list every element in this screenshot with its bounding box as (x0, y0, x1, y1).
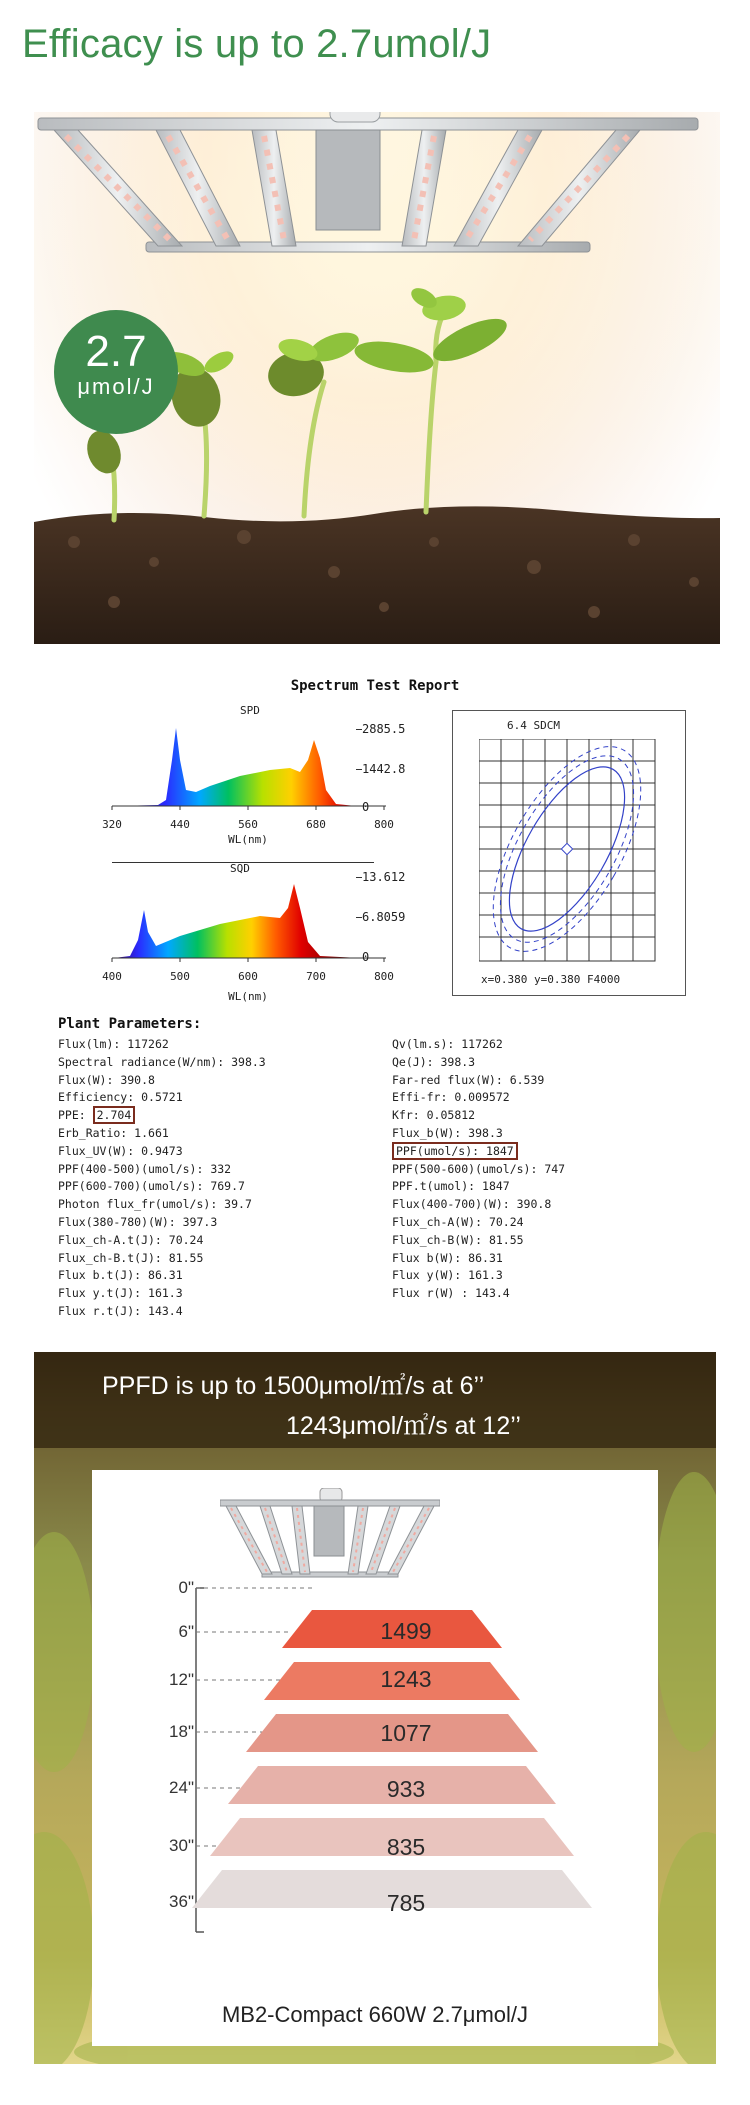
plant-parameters-title: Plant Parameters: (58, 1016, 202, 1032)
sdcm-footer: x=0.380 y=0.380 F4000 (481, 973, 621, 986)
param-row: Flux(400-700)(W): 390.8 (392, 1197, 552, 1212)
ppfd-value: 1077 (380, 1720, 432, 1746)
param-row (392, 1143, 565, 1161)
param-row: Flux y.t(J): 161.3 (58, 1286, 183, 1301)
param-row: Qe(J): 398.3 (392, 1054, 476, 1069)
ppfd-value: 1243 (380, 1666, 432, 1692)
report-title: Spectrum Test Report (290, 678, 460, 694)
distance-label: 6" (178, 1622, 194, 1641)
param-row: Spectral radiance(W/nm): 398.3 (58, 1054, 266, 1069)
spd-y-tick: 2885.5 (362, 722, 406, 736)
param-row: PPF(600-700)(umol/s): 769.7 (58, 1179, 245, 1194)
distance-label: 36" (169, 1892, 194, 1911)
distance-label: 18" (169, 1722, 194, 1741)
sqd-x-tick: 400 (102, 970, 122, 983)
spd-label: SPD (240, 704, 260, 717)
param-row: Qv(lm.s): 117262 (392, 1037, 503, 1051)
param-row: Kfr: 0.05812 (392, 1108, 476, 1123)
sqd-x-tick: 500 (170, 970, 190, 983)
spd-x-tick: 560 (238, 818, 258, 831)
sdcm-chart-frame (452, 710, 686, 996)
param-row: PPE: 2.704 (58, 1107, 266, 1125)
efficacy-badge (54, 310, 178, 434)
param-row: Flux y(W): 161.3 (392, 1268, 503, 1283)
param-row: Flux_ch-A.t(J): 70.24 (58, 1232, 204, 1247)
param-row: Efficiency: 0.5721 (58, 1090, 183, 1105)
ppfd-value: 1499 (380, 1618, 432, 1644)
spd-x-tick: 320 (102, 818, 122, 831)
sdcm-ellipse-chart (479, 739, 659, 965)
param-row: Flux b(W): 86.31 (392, 1250, 503, 1265)
sqd-x-tick: 800 (374, 970, 394, 983)
param-row: Flux r.t(J): 143.4 (58, 1303, 183, 1318)
ppfd-banner (34, 1352, 716, 1448)
spd-x-tick: 680 (306, 818, 326, 831)
sqd-y-tick: 6.8059 (362, 910, 406, 924)
param-row: Flux_UV(W): 0.9473 (58, 1143, 183, 1158)
param-row: Flux_ch-A(W): 70.24 (392, 1214, 524, 1229)
ppfd-headline-line1: PPFD is up to 1500μmol/㎡/s at 6’’ (102, 1372, 485, 1400)
efficacy-badge-unit: μmol/J (77, 374, 155, 399)
param-row: Flux_ch-B(W): 81.55 (392, 1232, 524, 1247)
ppe-highlight: 2.704 (93, 1106, 136, 1124)
spd-x-label: WL(nm) (228, 833, 268, 846)
ppfd-value: 835 (386, 1834, 426, 1860)
spd-x-tick: 440 (170, 818, 190, 831)
sqd-chart (100, 862, 440, 1012)
param-row: Flux b.t(J): 86.31 (58, 1268, 183, 1283)
ppfd-value: 785 (386, 1890, 426, 1916)
ppfd-card (92, 1470, 658, 2046)
param-row: PPF(400-500)(umol/s): 332 (58, 1161, 232, 1176)
plant-parameters-right (392, 1036, 565, 1303)
distance-label: 0" (178, 1578, 194, 1597)
param-row: Flux_b(W): 398.3 (392, 1125, 503, 1140)
param-row: Flux r(W) : 143.4 (392, 1286, 510, 1301)
model-caption: MB2-Compact 660W 2.7μmol/J (221, 2002, 529, 2027)
param-row: Effi-fr: 0.009572 (392, 1090, 510, 1105)
sqd-x-tick: 700 (306, 970, 326, 983)
param-row: Photon flux_fr(umol/s): 39.7 (58, 1197, 252, 1212)
param-row: Flux(W): 390.8 (58, 1072, 155, 1087)
sqd-label: SQD (230, 862, 250, 875)
sqd-y-tick: 13.612 (362, 870, 406, 884)
ppfd-panel (34, 1352, 716, 2064)
param-row: Flux(lm): 117262 (58, 1037, 169, 1051)
spd-x-tick: 800 (374, 818, 394, 831)
sdcm-title: 6.4 SDCM (507, 719, 560, 732)
plant-parameters-left (58, 1036, 266, 1321)
ppfd-value: 933 (386, 1776, 426, 1802)
ppfd-headline-line2: 1243μmol/㎡/s at 12’’ (286, 1412, 521, 1440)
sqd-x-tick: 600 (238, 970, 258, 983)
efficacy-badge-value: 2.7 (85, 327, 147, 376)
param-row: Erb_Ratio: 1.661 (58, 1125, 169, 1140)
spd-y-tick: 0 (362, 800, 370, 814)
param-row: Far-red flux(W): 6.539 (392, 1072, 545, 1087)
ppfd-level-shapes (92, 1470, 658, 2030)
headline: Efficacy is up to 2.7umol/J (22, 22, 492, 66)
sqd-y-tick: 0 (362, 950, 370, 964)
param-row: Flux_ch-B.t(J): 81.55 (58, 1250, 204, 1265)
distance-label: 12" (169, 1670, 194, 1689)
param-row: PPF(500-600)(umol/s): 747 (392, 1161, 566, 1176)
sqd-x-label: WL(nm) (228, 990, 268, 1003)
ppf-highlight: PPF(umol/s): 1847 (392, 1142, 518, 1160)
distance-label: 24" (169, 1778, 194, 1797)
param-row: PPF.t(umol): 1847 (392, 1179, 510, 1194)
distance-label: 30" (169, 1836, 194, 1855)
param-row: Flux(380-780)(W): 397.3 (58, 1214, 218, 1229)
spd-y-tick: 1442.8 (362, 762, 406, 776)
